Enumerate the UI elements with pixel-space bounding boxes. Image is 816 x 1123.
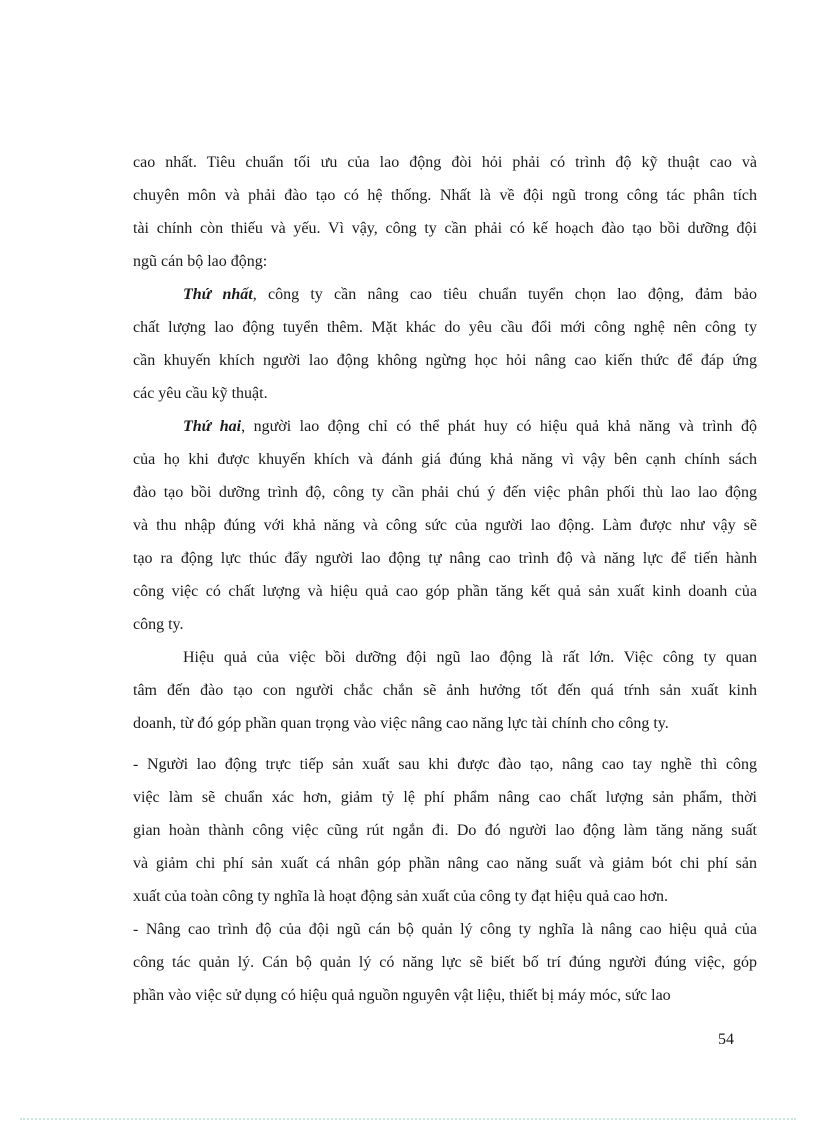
paragraph: [133, 913, 757, 1012]
text-line: công ty.: [133, 616, 184, 633]
text-line: xuất của toàn công ty nghĩa là hoạt động sản xuất của công ty đạt hiệu quả cao hơn.: [133, 888, 668, 905]
text-line: Thứ hai, người lao động chỉ có thể phát huy có hiệu quả khả năng và trình độ: [183, 418, 757, 435]
paragraph-lead: Thứ nhất: [183, 286, 253, 303]
text-line: - Nâng cao trình độ của đội ngũ cán bộ quản lý công ty nghĩa là nâng cao hiệu quả của: [133, 921, 757, 938]
text-line: Hiệu quả của việc bồi dưỡng đội ngũ lao động là rất lớn. Việc công ty quan: [183, 649, 757, 666]
text-line: các yêu cầu kỹ thuật.: [133, 385, 268, 402]
paragraph: [133, 278, 757, 410]
text-line: phần vào việc sử dụng có hiệu quả nguồn nguyên vật liệu, thiết bị máy móc, sức lao: [133, 987, 671, 1004]
text-line: chất lượng lao động tuyển thêm. Mặt khác do yêu cầu đổi mới công nghệ nên công ty: [133, 319, 757, 336]
text-line: tạo ra động lực thúc đẩy người lao động tự nâng cao trình độ và năng lực để tiến hành: [133, 550, 757, 567]
text-line: của họ khi được khuyến khích và đánh giá đúng khả năng vì vậy bên cạnh chính sách: [133, 451, 757, 468]
text-block: [133, 146, 757, 1012]
page-edge-dotted-line: [20, 1118, 796, 1120]
paragraph-lead: Thứ hai: [183, 418, 242, 435]
text-line: và giảm chi phí sản xuất cá nhân góp phần nâng cao năng suất và giảm bót chi phí sản: [133, 855, 757, 872]
text-line: - Người lao động trực tiếp sản xuất sau khi được đào tạo, nâng cao tay nghề thì công: [133, 756, 757, 773]
text-line: công tác quản lý. Cán bộ quản lý có năng lực sẽ biết bố trí đúng người đúng việc, góp: [133, 954, 757, 971]
text-line: tâm đến đào tạo con người chắc chắn sẽ ảnh hưởng tốt đến quá tŕnh sản xuất kinh: [133, 682, 757, 699]
text-line: công việc có chất lượng và hiệu quả cao góp phần tăng kết quả sản xuất kinh doanh của: [133, 583, 757, 600]
paragraph: [133, 410, 757, 641]
text-line: và thu nhập đúng với khả năng và công sức của người lao động. Làm được như vậy sẽ: [133, 517, 757, 534]
text-line: tài chính còn thiếu và yếu. Vì vậy, công ty cần phải có kế hoạch đào tạo bồi dưỡng đội: [133, 220, 757, 237]
text-line: gian hoàn thành công việc cũng rút ngắn đi. Do đó người lao động làm tăng năng suất: [133, 822, 757, 839]
text-line: Thứ nhất, công ty cần nâng cao tiêu chuẩn tuyển chọn lao động, đảm bảo: [183, 286, 757, 303]
paragraph: [133, 748, 757, 913]
text-line: chuyên môn và phải đào tạo có hệ thống. Nhất là về đội ngũ trong công tác phân tích: [133, 187, 757, 204]
text-line: đào tạo bồi dưỡng trình độ, công ty cần phải chú ý đến việc phân phối thù lao lao động: [133, 484, 757, 501]
text-line: doanh, từ đó góp phần quan trọng vào việc nâng cao năng lực tài chính cho công ty.: [133, 715, 669, 732]
paragraph: [133, 146, 757, 278]
text-line: cao nhất. Tiêu chuẩn tối ưu của lao động đòi hỏi phải có trình độ kỹ thuật cao và: [133, 154, 757, 171]
text-line: cần khuyến khích người lao động không ngừng học hỏi nâng cao kiến thức để đáp ứng: [133, 352, 757, 369]
paragraph: [133, 641, 757, 740]
text-line: việc làm sẽ chuẩn xác hơn, giảm tỷ lệ phí phẩm nâng cao chất lượng sản phẩm, thời: [133, 789, 757, 806]
page-number: 54: [718, 1031, 734, 1048]
text-line: ngũ cán bộ lao động:: [133, 253, 268, 270]
